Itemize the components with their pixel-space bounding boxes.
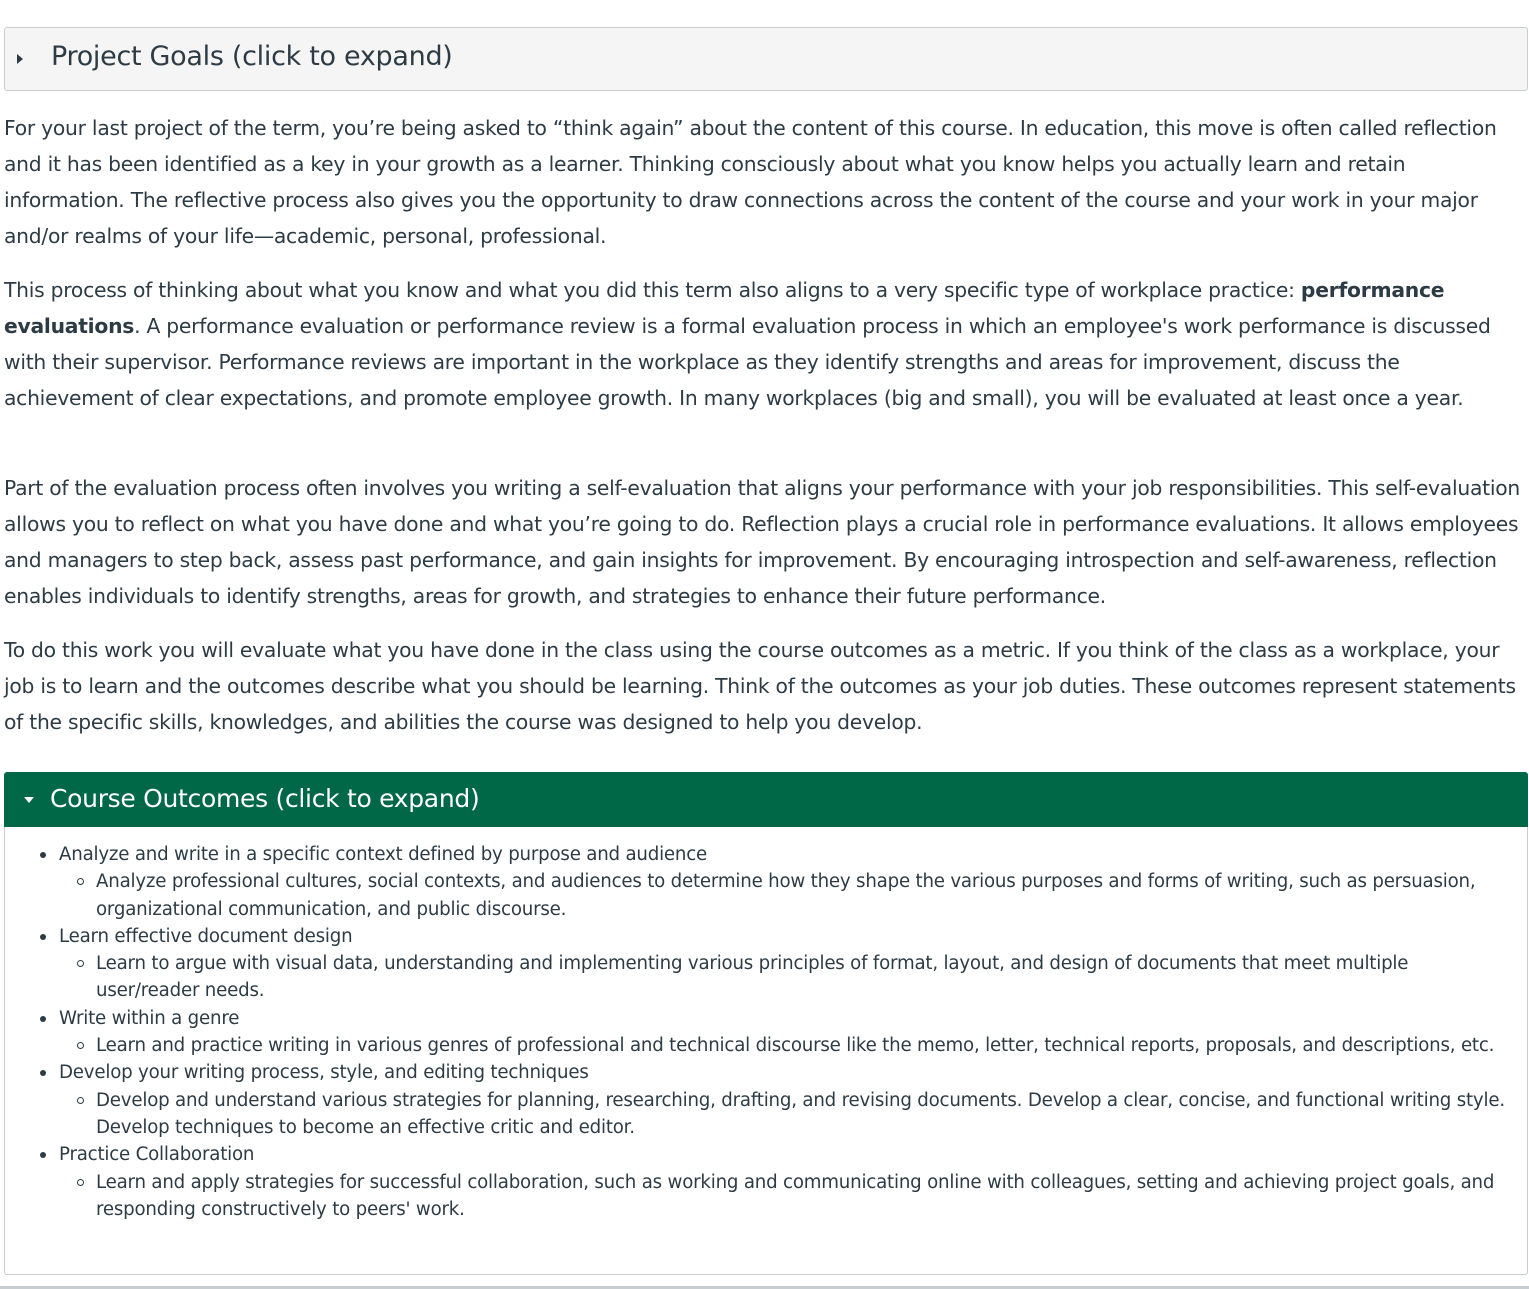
outcome-label: Develop your writing process, style, and editing techniques bbox=[59, 1062, 589, 1084]
caret-right-icon bbox=[17, 54, 23, 64]
circle-bullet-icon bbox=[77, 1097, 84, 1104]
outcome-label: Analyze and write in a specific context defined by purpose and audience bbox=[59, 844, 708, 865]
circle-bullet-icon bbox=[77, 1042, 84, 1049]
list-item bbox=[5, 923, 1525, 1005]
outcome-list bbox=[5, 841, 1525, 1223]
outcome-detail bbox=[59, 868, 1513, 923]
list-item bbox=[5, 1059, 1525, 1141]
circle-bullet-icon bbox=[77, 878, 84, 885]
outcome-detail-text: Learn and practice writing in various genres of professional and technical discourse like the memo, letter, technical reports, proposals, and descriptions, etc. bbox=[96, 1035, 1495, 1057]
paragraph-course-outcomes-metric: To do this work you will evaluate what you have done in the class using the course outcomes as a metric. If you think of the class as a workplace, your job is to learn and the outcomes describe what you should be learning. Think of the outcomes as your job duties. These outcomes represent statements of the specific skills, knowledges, and abilities the course was designed to help you develop. bbox=[4, 638, 1516, 734]
performance-evaluations-bold: performance evaluations bbox=[4, 278, 1445, 338]
list-item bbox=[5, 841, 1525, 923]
outcome-detail bbox=[59, 950, 1513, 1005]
paragraph-performance-text-2: . A performance evaluation or performance review is a formal evaluation process in which an employee's work performance is discussed with their supervisor. Performance reviews are important in the workplace as they identify strengths and areas for improvement, discuss the achievement of clear expectations, and promote employee growth. In many workplaces (big and small), you will be evaluated at least once a year. bbox=[4, 314, 1491, 410]
list-item bbox=[5, 1141, 1525, 1223]
paragraph-performance-text-1: This process of thinking about what you know and what you did this term also aligns to a very specific type of workplace practice: bbox=[4, 278, 1301, 302]
outcome-detail bbox=[59, 1087, 1513, 1142]
bullet-icon bbox=[40, 1152, 46, 1158]
bullet-icon bbox=[40, 934, 46, 940]
bullet-icon bbox=[40, 1070, 46, 1076]
paragraph-performance-evaluations bbox=[4, 272, 1528, 416]
project-goals-title: Project Goals (click to expand) bbox=[51, 41, 453, 72]
outcome-label: Practice Collaboration bbox=[59, 1144, 255, 1166]
outcome-detail bbox=[59, 1032, 1513, 1059]
outcome-detail bbox=[59, 1169, 1513, 1224]
course-outcomes-toggle[interactable] bbox=[4, 772, 1528, 827]
bullet-icon bbox=[40, 852, 46, 858]
outcome-detail-text: Develop and understand various strategies for planning, researching, drafting, and revising documents. Develop a clear, concise, and functional writing style. Develop techniques to become an effective critic and editor. bbox=[96, 1089, 1505, 1138]
outcome-detail-text: Learn and apply strategies for successful collaboration, such as working and communicating online with colleagues, setting and achieving project goals, and responding constructively to peers' work. bbox=[96, 1171, 1495, 1220]
outcome-detail-text: Learn to argue with visual data, understanding and implementing various principles of format, layout, and design of documents that meet multiple user/reader needs. bbox=[96, 953, 1409, 1002]
project-goals-toggle[interactable] bbox=[4, 27, 1528, 91]
caret-down-icon bbox=[24, 797, 34, 803]
circle-bullet-icon bbox=[77, 960, 84, 967]
outcome-label: Learn effective document design bbox=[59, 925, 353, 947]
paragraph-self-evaluation: Part of the evaluation process often involves you writing a self-evaluation that aligns your performance with your job responsibilities. This self-evaluation allows you to reflect on what you have done and what you’re going to do. Reflection plays a crucial role in performance evaluations. It allows employees and managers to step back, assess past performance, and gain insights for improvement. By encouraging introspection and self-awareness, reflection enables individuals to identify strengths, areas for growth, and strategies to enhance their future performance. bbox=[4, 476, 1520, 608]
list-item bbox=[5, 1005, 1525, 1060]
course-outcomes-title: Course Outcomes (click to expand) bbox=[50, 784, 480, 813]
outcome-detail-text: Analyze professional cultures, social contexts, and audiences to determine how they shape the various purposes and forms of writing, such as persuasion, organizational communication, and public discourse. bbox=[96, 871, 1476, 920]
outcome-label: Write within a genre bbox=[59, 1007, 240, 1029]
course-outcomes-panel bbox=[4, 827, 1528, 1275]
bullet-icon bbox=[40, 1016, 46, 1022]
paragraph-intro: For your last project of the term, you’re being asked to “think again” about the content of this course. In education, this move is often called reflection and it has been identified as a key in your growth as a learner. Thinking consciously about what you know helps you actually learn and retain information. The reflective process also gives you the opportunity to draw connections across the content of the course and your work in your major and/or realms of your life—academic, personal, professional. bbox=[4, 116, 1497, 248]
circle-bullet-icon bbox=[77, 1179, 84, 1186]
